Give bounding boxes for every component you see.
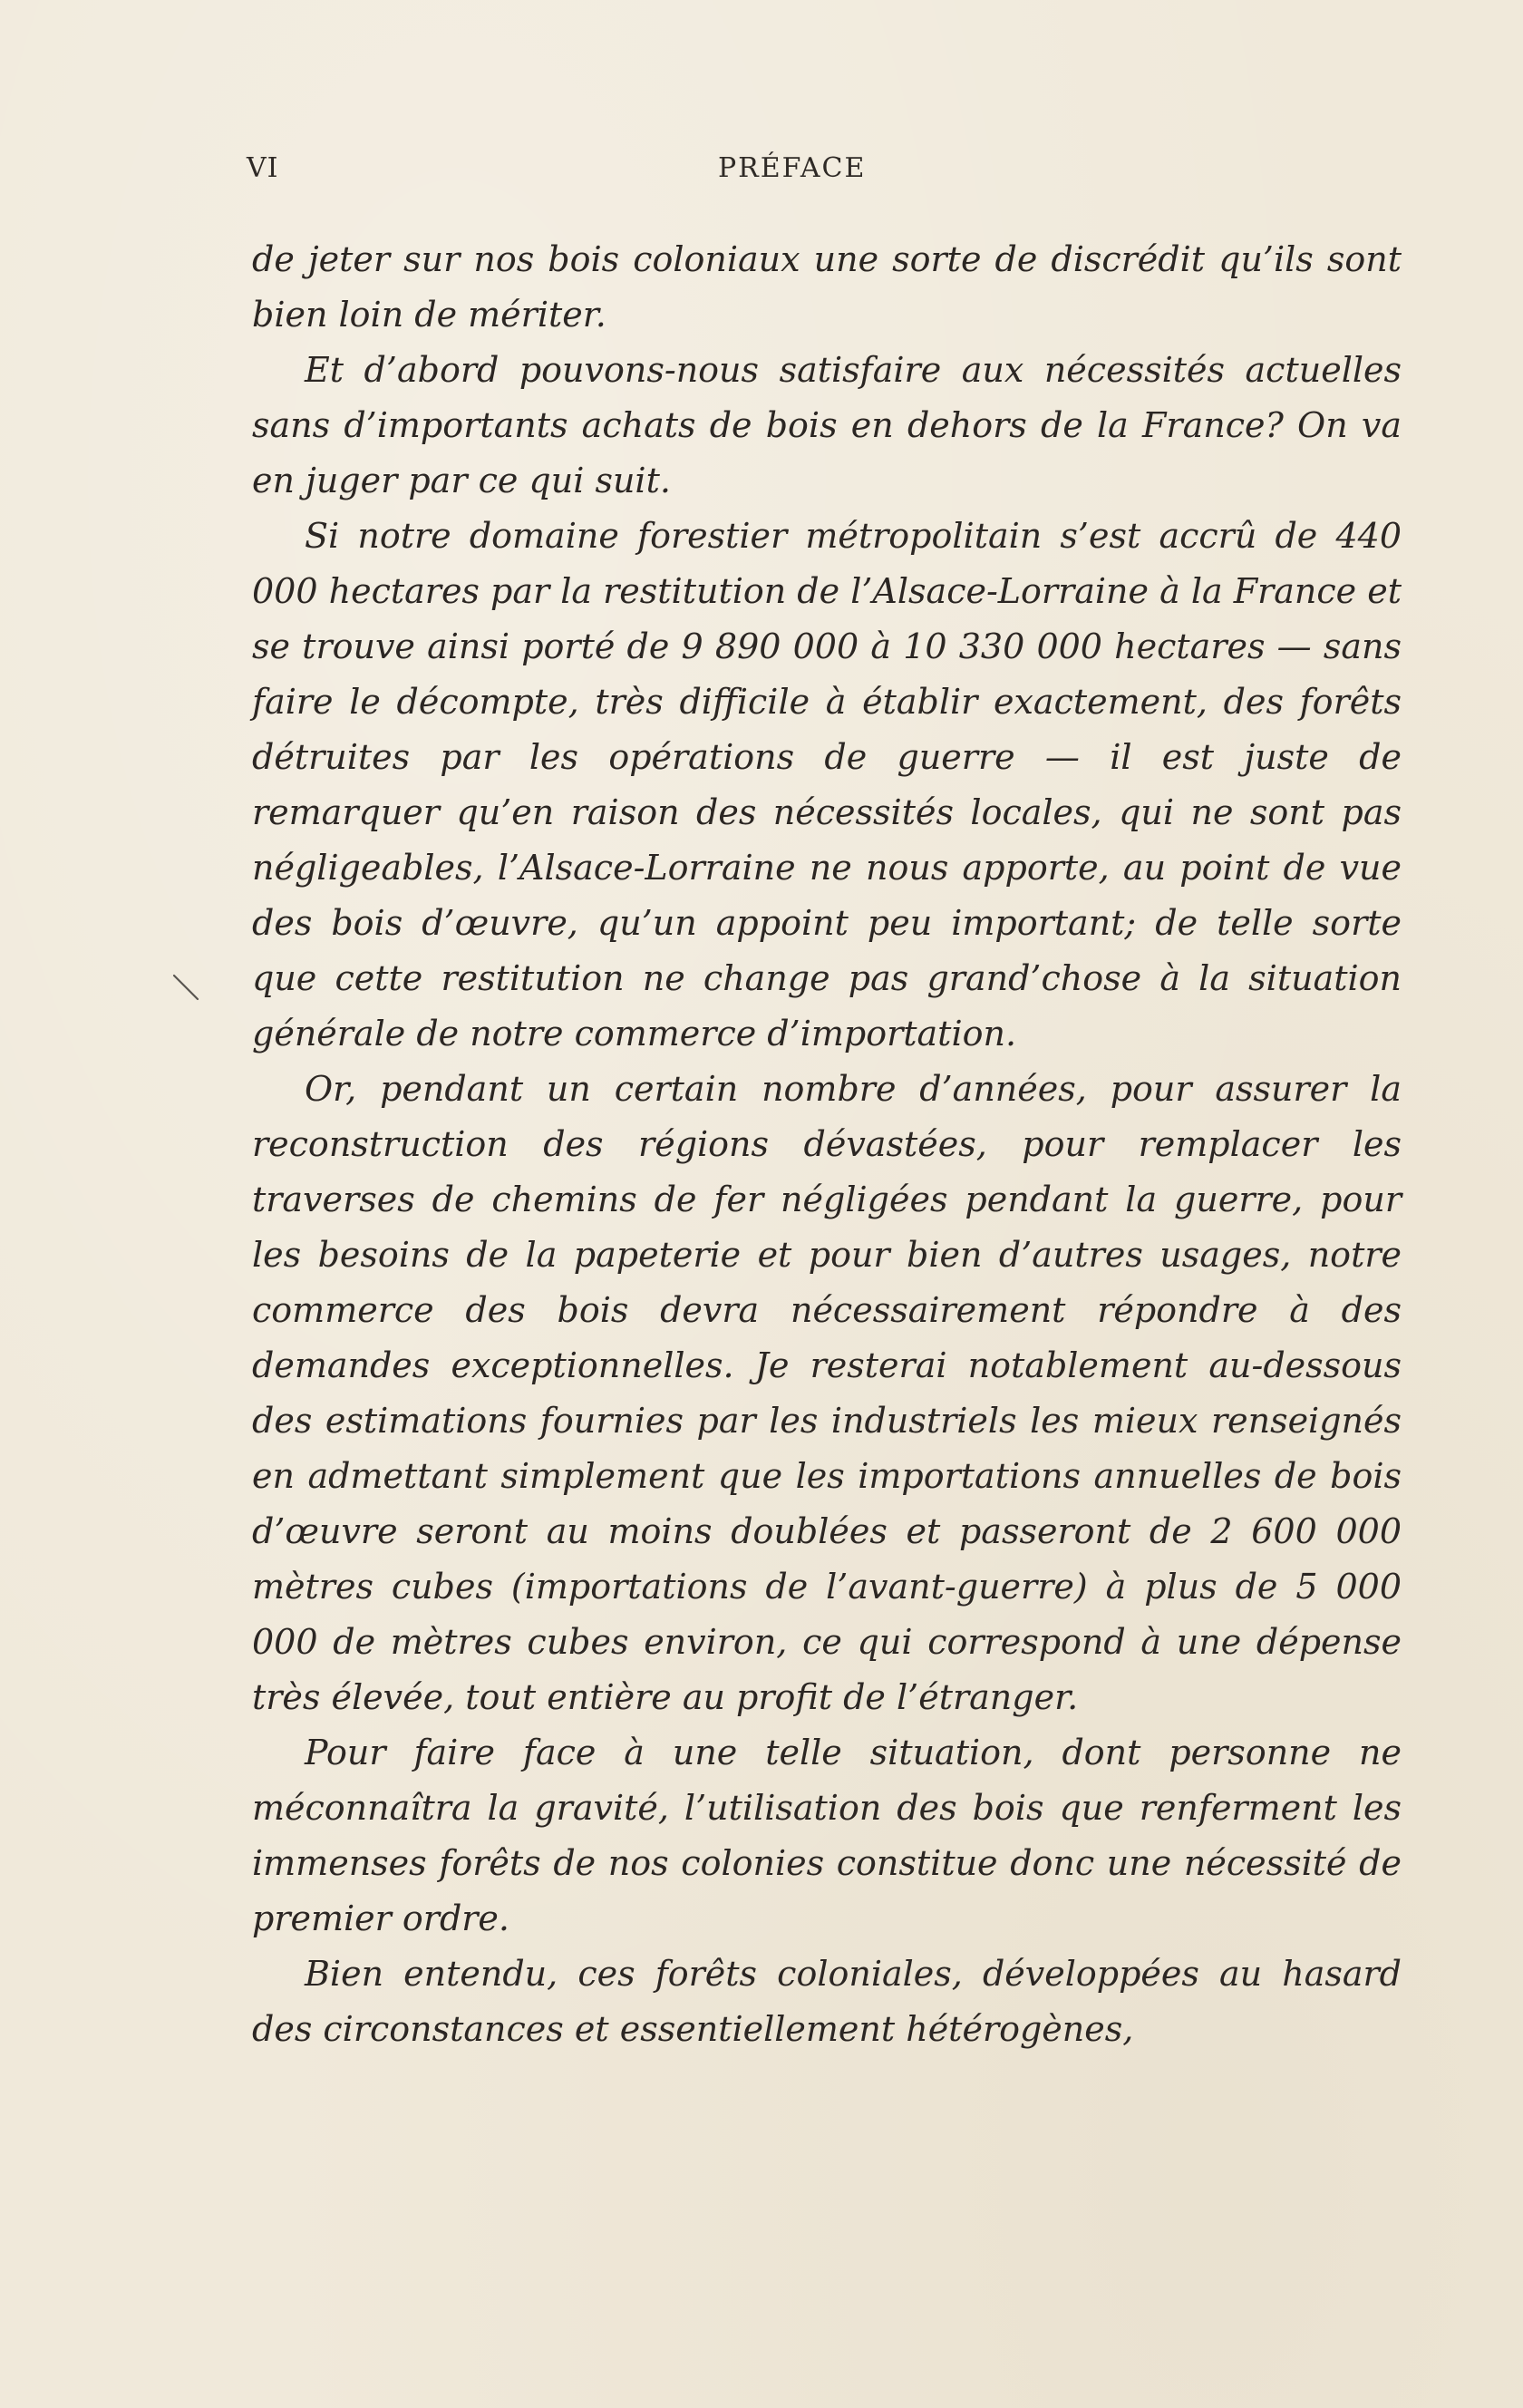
paragraph-4: Or, pendant un certain nombre d’années, pour assurer la reconstruction des régions dévastées, pour remplacer les traverses de chemins de fer négligées pendant la guerre, pour les besoins de la papeterie et pour bien d’autres usages, notre commerce des bois devra nécessairement répondre à des demandes exceptionnelles. Je resterai notablement au-dessous des estimations fournies par les industriels les mieux renseignés en admettant simplement que les importations annuelles de bois d’œuvre seront au moins doublées et passeront de 2 600 000 mètres cubes (importations de l’avant-guerre) à plus de 5 000 000 de mètres cubes environ, ce qui correspond à une dépense très élevée, tout entière au profit de l’étranger.	[252, 1069, 1402, 1717]
pencil-mark-icon	[170, 972, 207, 1008]
running-title: PRÉFACE	[718, 152, 867, 184]
paragraph-6: Bien entendu, ces forêts coloniales, développées au hasard des circonstances et essentiellement hétérogènes,	[252, 1954, 1402, 2049]
running-head	[247, 152, 1403, 192]
page-number: VI	[247, 152, 279, 184]
paragraph-3: Si notre domaine forestier métropolitain s’est accrû de 440 000 hectares par la restitution de l’Alsace-Lorraine à la France et se trouve ainsi porté de 9 890 000 à 10 330 000 hectares — sans faire le décompte, très difficile à établir exactement, des forêts détruites par les opérations de guerre — il est juste de remarquer qu’en raison des nécessités locales, qui ne sont pas négligeables, l’Alsace-Lorraine ne nous apporte, au point de vue des bois d’œuvre, qu’un appoint peu important; de telle sorte que cette restitution ne change pas grand’chose à la situation générale de notre commerce d’importation.	[252, 516, 1402, 1054]
body-text	[252, 232, 1402, 2057]
paragraph-2: Et d’abord pouvons-nous satisfaire aux nécessités actuelles sans d’importants achats de bois en dehors de la France? On va en juger par ce qui suit.	[252, 350, 1402, 500]
paragraph-1: de jeter sur nos bois coloniaux une sorte de discrédit qu’ils sont bien loin de mériter.	[252, 239, 1402, 335]
paragraph-5: Pour faire face à une telle situation, dont personne ne méconnaîtra la gravité, l’utilisation des bois que renferment les immenses forêts de nos colonies constitue donc une nécessité de premier ordre.	[252, 1733, 1402, 1938]
